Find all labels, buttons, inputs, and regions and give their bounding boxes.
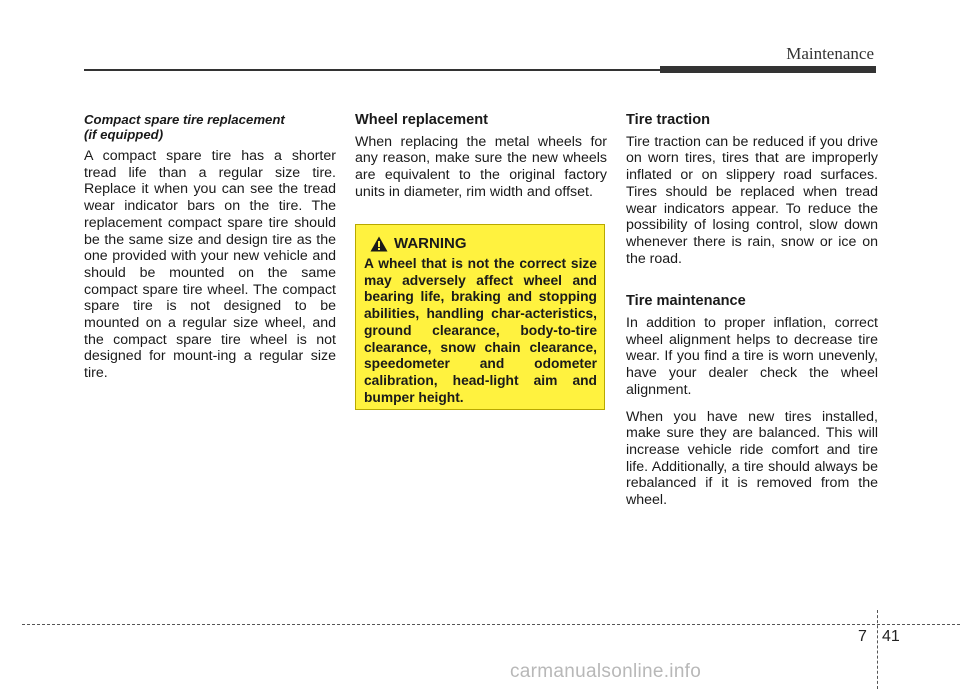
compact-spare-body: A compact spare tire has a shorter tread life than a regular size tire. Replace it when you can see the tread wear indicator bars on the tire. The replacement compact spare tire should be the same size and design tire as the one provided with your new vehicle and should be mounted on the same compact spare tire wheel. The compact spare tire is not designed to be mounted on a regular size wheel, and the compact spare tire wheel is not designed for mount-ing a regular size tire. <box>84 148 336 382</box>
tire-traction-body: Tire traction can be reduced if you drive on worn tires, tires that are improperly inflated or on slippery road surfaces. Tires should be replaced when tread wear indicators appear. To reduce the possibility of losing control, slow down whenever there is rain, snow or ice on the road. <box>626 133 878 267</box>
chapter-number: 7 <box>858 628 867 645</box>
warning-box <box>355 224 605 410</box>
compact-spare-subtitle: Compact spare tire replacement (if equipped) <box>84 112 285 142</box>
column-3 <box>626 112 878 519</box>
column-1 <box>84 112 336 392</box>
tire-maintenance-title: Tire maintenance <box>626 293 746 310</box>
tire-traction-title: Tire traction <box>626 112 711 128</box>
warning-title: WARNING <box>394 235 467 252</box>
warning-header <box>364 235 597 252</box>
wheel-replacement-title: Wheel replacement <box>355 112 489 128</box>
warning-text: A wheel that is not the correct size may adversely affect wheel and bearing life, braking and stopping abilities, handling char-acteristics, ground clearance, body-to-tire clearance, snow chain clearance, speedometer and odometer calibration, head-light aim and bumper height. <box>364 256 597 405</box>
wheel-replacement-body: When replacing the metal wheels for any reason, make sure the new wheels are equivalent to the original factory units in diameter, rim width and offset. <box>355 133 607 200</box>
header-rule-thin <box>84 69 660 71</box>
warning-triangle-icon <box>370 236 388 252</box>
footer-divider <box>877 610 878 689</box>
watermark: carmanualsonline.info <box>510 661 702 682</box>
column-2 <box>355 112 607 211</box>
footer-rule <box>22 624 960 625</box>
section-header-title: Maintenance <box>786 44 874 63</box>
tire-maintenance-body-2: When you have new tires installed, make sure they are balanced. This will increase vehicle ride comfort and tire life. Additionally, a tire should always be rebalanced if it is removed from the wheel. <box>626 408 878 509</box>
header-rule-thick <box>660 66 876 73</box>
tire-maintenance-body-1: In addition to proper inflation, correct wheel alignment helps to decrease tire wear. If you find a tire is worn unevenly, have your dealer check the wheel alignment. <box>626 315 878 398</box>
page-number: 41 <box>882 628 900 645</box>
